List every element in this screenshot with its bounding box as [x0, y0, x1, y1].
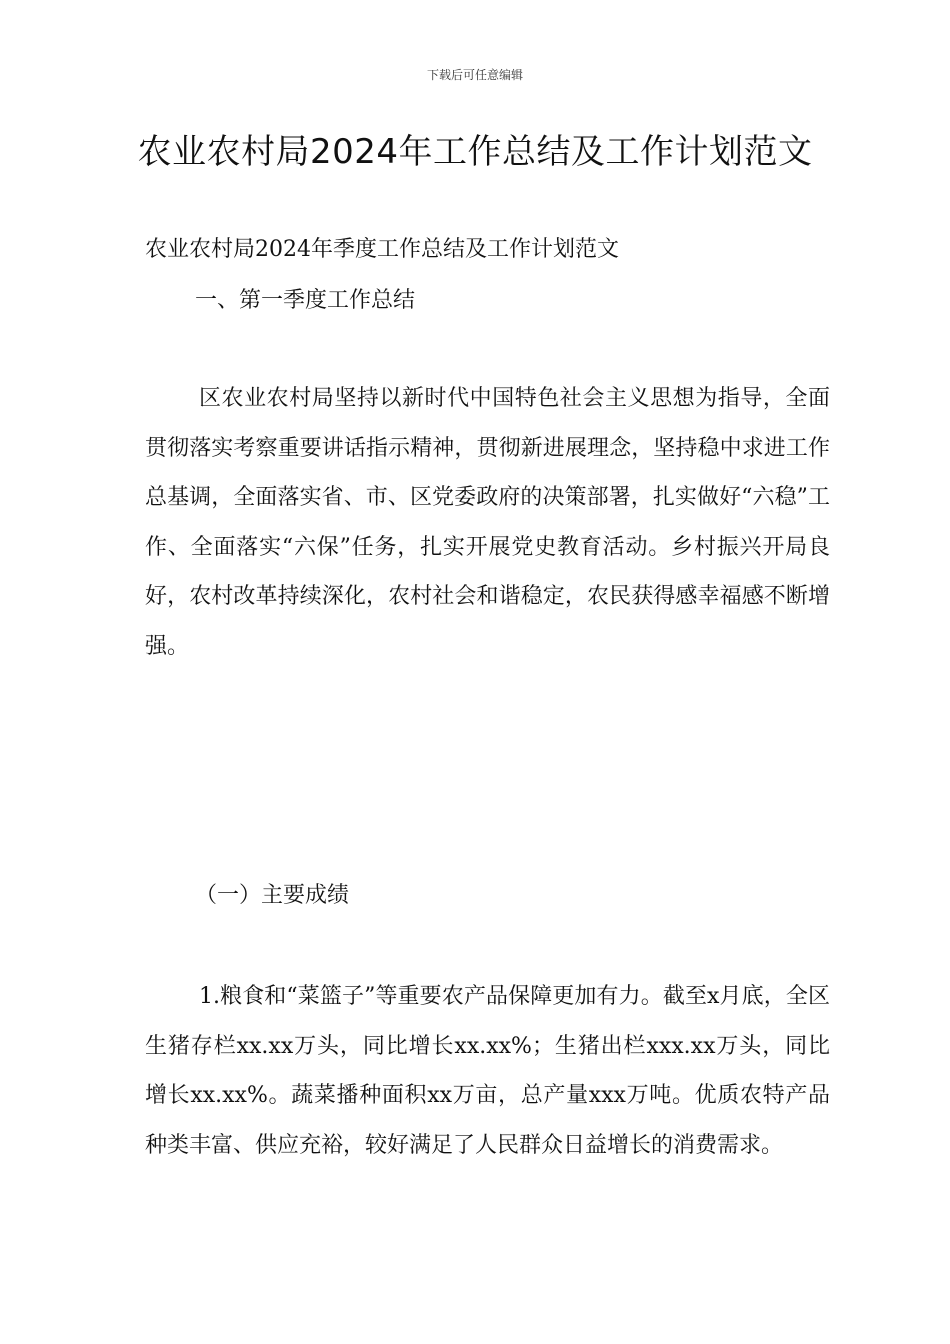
- section-heading-q1-summary: 一、第一季度工作总结: [195, 288, 416, 313]
- item-1-paragraph: 1.粮食和“菜篮子”等重要农产品保障更加有力。截至x月底，全区生猪存栏xx.xx万头，同比增长xx.xx%；生猪出栏xxx.xx万头，同比增长xx.xx%。蔬菜播种面积xx万亩，总产量xxx万吨。优质农特产品种类丰富、供应充裕，较好满足了人民群众日益增长的消费需求。: [145, 984, 830, 1158]
- document-subtitle: 农业农村局2024年季度工作总结及工作计划范文: [145, 237, 619, 262]
- download-note: 下载后可任意编辑: [426, 68, 523, 82]
- intro-paragraph: 区农业农村局坚持以新时代中国特色社会主义思想为指导，全面贯彻落实考察重要讲话指示精神，贯彻新进展理念，坚持稳中求进工作总基调，全面落实省、市、区党委政府的决策部署，扎实做好“六稳”工作、全面落实“六保”任务，扎实开展党史教育活动。乡村振兴开局良好，农村改革持续深化，农村社会和谐稳定，农民获得感幸福感不断增强。: [145, 386, 830, 659]
- document-title: 农业农村局2024年工作总结及工作计划范文: [137, 132, 813, 172]
- subsection-heading-achievements: （一）主要成绩: [195, 883, 350, 908]
